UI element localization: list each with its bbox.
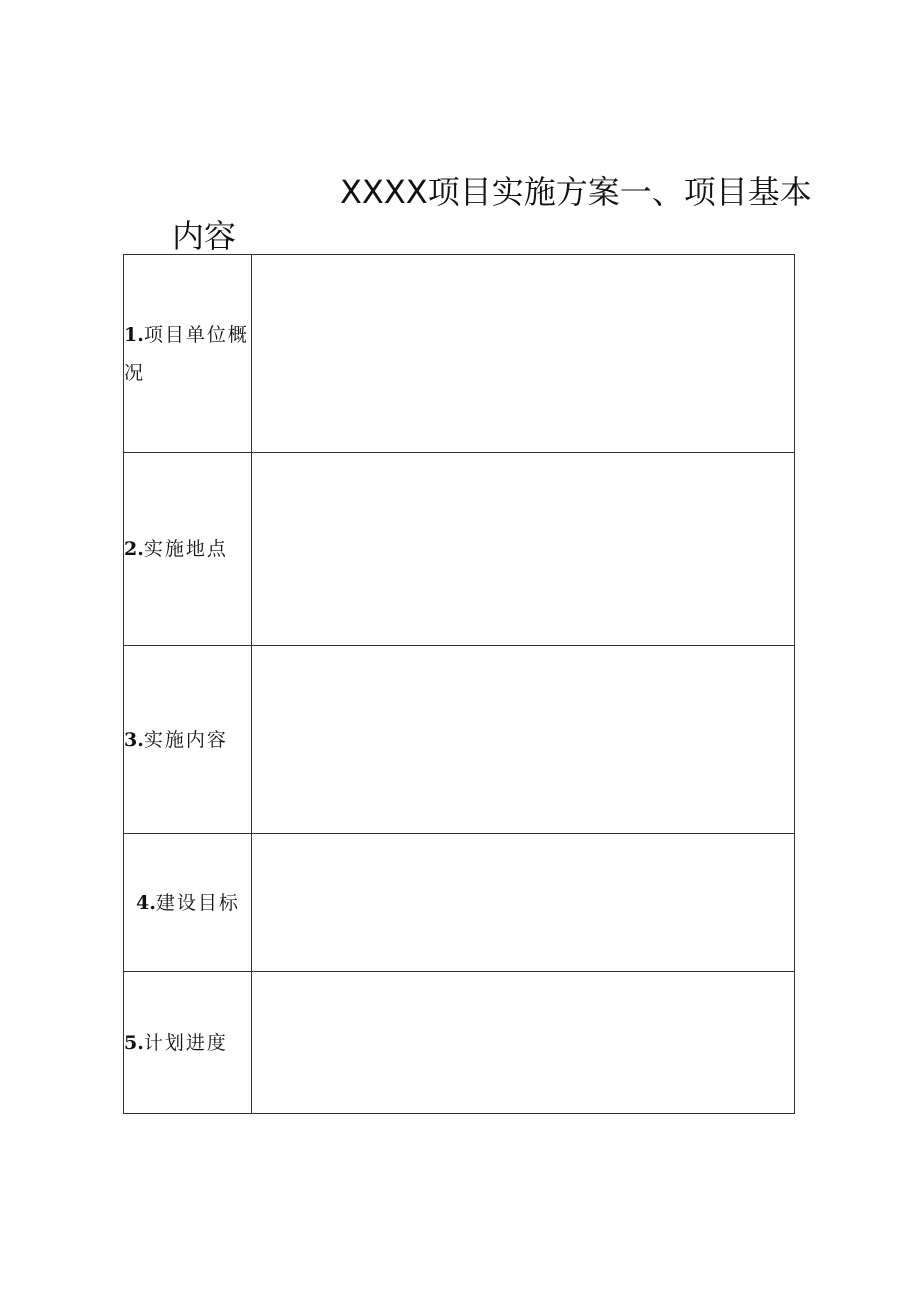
row-label-text: 建设目标 [155,891,240,914]
table-row [124,255,795,453]
document-title-continuation: 内容 [172,217,237,255]
row-value-content[interactable] [252,646,795,834]
project-info-table [123,254,795,1114]
row-number: 2. [124,538,144,560]
row-number: 3. [124,728,144,751]
row-number: 1. [124,323,144,346]
row-number: 5. [124,1031,144,1054]
row-label-goal [124,834,252,972]
row-value-schedule[interactable] [252,972,795,1114]
row-label-project-unit [124,255,252,453]
row-value-goal[interactable] [252,834,795,972]
table-row [124,834,795,972]
table-row [124,453,795,646]
row-label-text: 实施地点 [143,538,228,560]
row-value-project-unit[interactable] [252,255,795,453]
row-label-content [124,646,252,834]
row-label-schedule [124,972,252,1114]
table-row [124,972,795,1114]
row-label-text: 实施内容 [143,728,228,751]
row-value-location[interactable] [252,453,795,646]
row-label-text: 项目单位概况 [124,323,249,384]
table-row [124,646,795,834]
row-label-location [124,453,252,646]
row-label-text: 计划进度 [143,1031,228,1054]
document-title: XXXX项目实施方案一、项目基本 [340,173,812,211]
row-number: 4. [136,891,156,914]
